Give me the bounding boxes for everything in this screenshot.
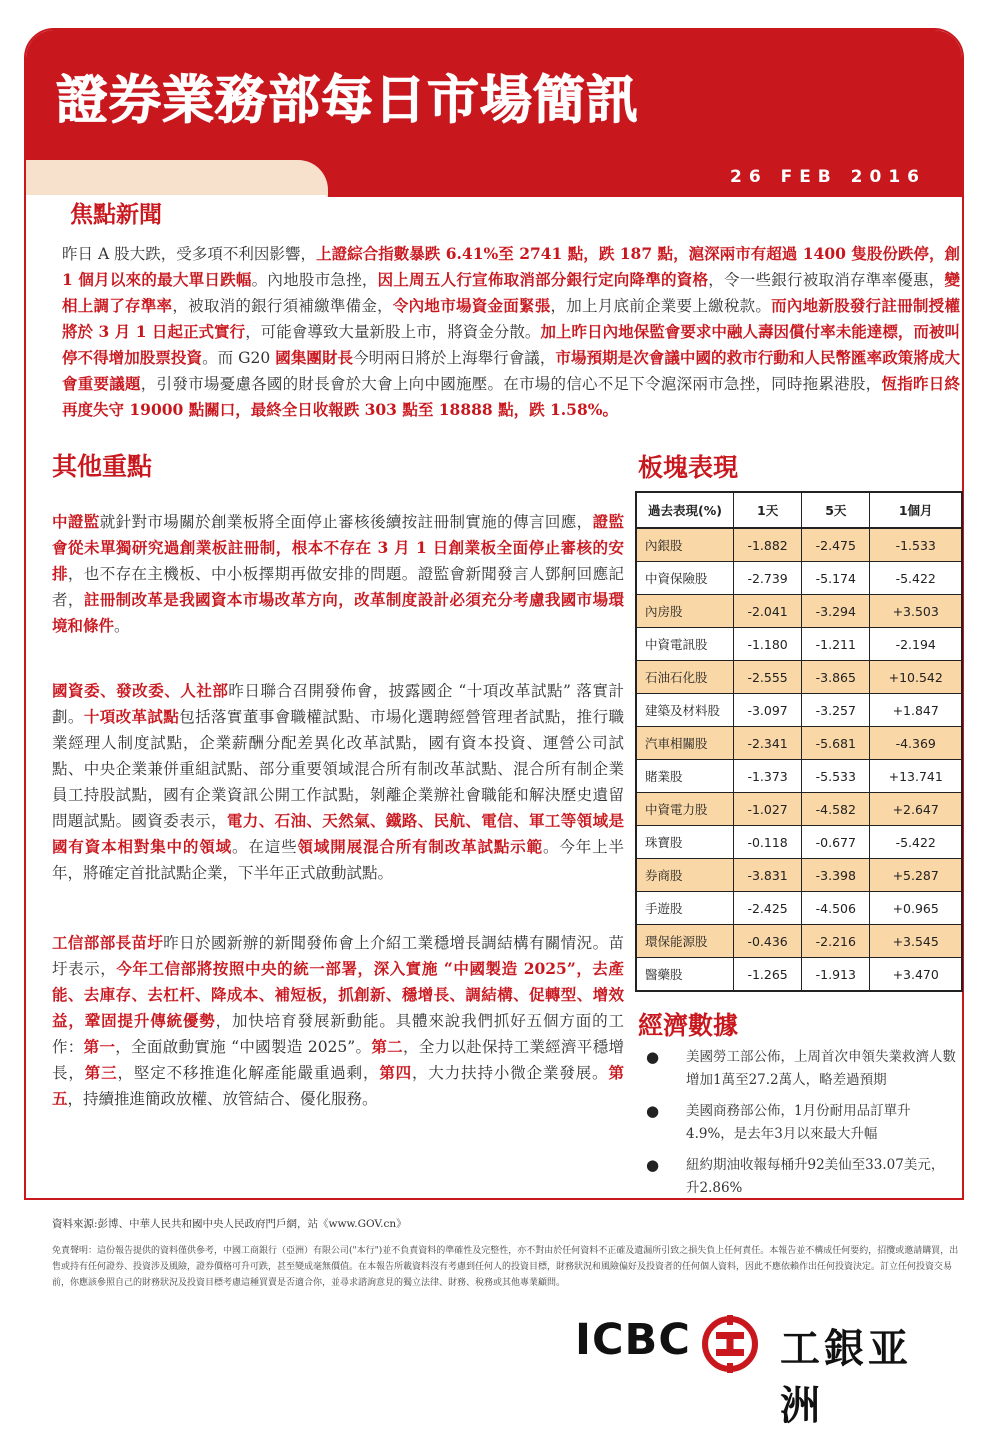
highlighted-text: 令內地市場資金面緊張 <box>392 296 551 315</box>
report-date: 26 FEB 2016 <box>730 167 926 187</box>
logo-chinese: 工銀亚洲 <box>780 1326 912 1429</box>
body-text: ，全力以赴保持工業經濟平穩增長， <box>52 1038 624 1082</box>
sector-name-cell: 中資電力股 <box>636 793 734 826</box>
change-5d-cell: -5.533 <box>802 760 870 793</box>
sector-name-cell: 手遊股 <box>636 892 734 925</box>
change-1m-cell: -5.422 <box>870 562 962 595</box>
disclaimer: 免責聲明：這份報告提供的資料僅供參考，中國工商銀行（亞洲）有限公司("本行")並不負責資料的準確性及完整性，亦不對由於任何資料不正確及遺漏所引致之損失負上任何責任。本報告並不構成任何要約，招攬或邀請購買，出售或持有任何證券、投資涉及風險，證券價格可升可跌，甚至變成毫無價值。在本報告所載資料沒有考慮到任何人的投資目標，財務狀況和風險偏好及投資者的任何個人資料，因此不應依賴作出任何投資決定。訂立任何投資交易前，你應該參照自己的財務狀況及投資目標考慮這種買賣是否適合你，並尋求諮詢意見的獨立法律、財務、稅務或其他專業顧問。 <box>52 1246 959 1288</box>
change-1m-cell: +3.503 <box>870 595 962 628</box>
economic-data-text: 美國商務部公佈，1月份耐用品訂單升4.9%，是去年3月以來最大升幅 <box>686 1103 911 1142</box>
highlighted-text: 加上昨日內地保監會要求中融人壽因償付率未能達標，而被叫停不得增加股票投資 <box>62 322 960 367</box>
table-row <box>636 727 962 760</box>
change-1d-cell: -0.436 <box>734 925 802 958</box>
focus-title: 焦點新聞 <box>70 202 162 228</box>
economic-data-title: 經濟數據 <box>638 1011 739 1040</box>
change-1m-cell: +1.847 <box>870 694 962 727</box>
change-1d-cell: -0.118 <box>734 826 802 859</box>
change-1m-cell: -5.422 <box>870 826 962 859</box>
change-5d-cell: -1.211 <box>802 628 870 661</box>
highlighted-text: 國集團財長 <box>275 348 354 367</box>
body-text: 。內地股市急挫， <box>251 271 378 289</box>
col-header-1d: 1天 <box>734 492 802 528</box>
change-1d-cell: -2.555 <box>734 661 802 694</box>
focus-news-body <box>62 241 960 423</box>
body-text: 昨日於國新辦的新聞發佈會上介紹工業穩增長調結構有關情況。苗圩表示， <box>52 934 624 978</box>
change-5d-cell: -3.865 <box>802 661 870 694</box>
sector-name-cell: 石油石化股 <box>636 661 734 694</box>
section-tab <box>26 160 328 197</box>
col-header-period: 過去表現(%) <box>636 492 734 528</box>
change-1d-cell: -2.041 <box>734 595 802 628</box>
table-row <box>636 892 962 925</box>
change-5d-cell: -2.475 <box>802 528 870 562</box>
economic-data-text: 紐約期油收報每桶升92美仙至33.07美元，升2.86% <box>686 1157 945 1196</box>
change-1d-cell: -2.425 <box>734 892 802 925</box>
body-text: 。在這些 <box>232 838 298 856</box>
body-text: 。今年上半年，將確定首批試點企業，下半年正式啟動試點。 <box>52 838 624 882</box>
change-1m-cell: +3.545 <box>870 925 962 958</box>
soe-reform-paragraph <box>52 678 624 886</box>
body-text: ，堅定不移推進化解產能嚴重過剩， <box>117 1064 380 1082</box>
icbc-logo <box>575 1315 955 1429</box>
body-text: ，可能會導致大量新股上市，將資金分散。 <box>245 323 541 341</box>
highlighted-text: 證監會從未單獨研究過創業板註冊制，根本不存在 3 月 1 日創業板全面停止審核的安排 <box>52 512 624 583</box>
change-5d-cell: -4.506 <box>802 892 870 925</box>
table-row <box>636 925 962 958</box>
body-text: ，也不存在主機板、中小板擇期再做安排的問題。證監會新聞發言人鄧舸回應記者， <box>52 565 624 609</box>
highlighted-text: 國資委、發改委、人社部 <box>52 681 229 700</box>
miit-paragraph <box>52 930 624 1112</box>
body-text: 。而 G20 <box>202 349 276 367</box>
bullet-icon: ● <box>646 1102 660 1120</box>
change-1d-cell: -1.180 <box>734 628 802 661</box>
body-text: 昨日聯合召開發佈會，披露國企 “十項改革試點” 落實計劃。 <box>52 682 624 726</box>
body-text: 昨日 A 股大跌，受多項不利因影響， <box>62 245 317 263</box>
table-row <box>636 826 962 859</box>
highlighted-text: 第三 <box>84 1063 118 1082</box>
change-1m-cell: +2.647 <box>870 793 962 826</box>
change-1m-cell: -1.533 <box>870 528 962 562</box>
sector-name-cell: 內房股 <box>636 595 734 628</box>
highlighted-text: 第五 <box>52 1063 624 1108</box>
body-text: ，全面啟動實施 “中國製造 2025”。 <box>115 1038 372 1056</box>
change-1d-cell: -1.027 <box>734 793 802 826</box>
sector-performance-table <box>635 491 963 992</box>
change-5d-cell: -5.681 <box>802 727 870 760</box>
body-text: ，被取消的銀行須補繳準備金， <box>172 297 393 315</box>
body-text: ，大力扶持小微企業發展。 <box>412 1064 609 1082</box>
table-row <box>636 628 962 661</box>
change-1m-cell: -2.194 <box>870 628 962 661</box>
sector-name-cell: 券商股 <box>636 859 734 892</box>
highlighted-text: 今年工信部將按照中央的統一部署，深入實施 “中國製造 2025”，去產能、去庫存、去杠杆、降成本、補短板，抓創新、穩增長、調結構、促轉型、增效益，鞏固提升傳統優勢 <box>52 959 624 1030</box>
table-row <box>636 760 962 793</box>
body-text: ，引發市場憂慮各國的財長會於大會上向中國施壓。在市場的信心不足下令滬深兩市急挫，同時拖累港股， <box>140 375 882 393</box>
highlighted-text: 變相上調了存準率 <box>62 270 960 315</box>
table-header-row <box>636 492 962 528</box>
change-1d-cell: -1.373 <box>734 760 802 793</box>
col-header-5d: 5天 <box>802 492 870 528</box>
icbc-emblem-icon <box>701 1315 759 1373</box>
sector-name-cell: 內銀股 <box>636 528 734 562</box>
highlighted-text: 第四 <box>379 1063 413 1082</box>
highlighted-text: 而內地新股發行註冊制授權將於 3 月 1 日起正式實行 <box>62 296 960 341</box>
change-1d-cell: -1.882 <box>734 528 802 562</box>
highlighted-text: 註冊制改革是我國資本市場改革方向，改革制度設計必須充分考慮我國市場環境和條件 <box>52 590 624 635</box>
change-1d-cell: -2.341 <box>734 727 802 760</box>
sector-name-cell: 環保能源股 <box>636 925 734 958</box>
table-row <box>636 793 962 826</box>
col-header-1m: 1個月 <box>870 492 962 528</box>
change-5d-cell: -5.174 <box>802 562 870 595</box>
highlighted-text: 恆指昨日終再度失守 19000 點關口，最終全日收報跌 303 點至 18888 點，跌 1.58%。 <box>62 374 960 419</box>
body-text: ，加快培育發展新動能。具體來說我們抓好五個方面的工作： <box>52 1012 624 1056</box>
highlighted-text: 因上周五人行宣佈取消部分銀行定向降準的資格 <box>377 270 709 289</box>
highlighted-text: 第二 <box>371 1037 403 1056</box>
change-1d-cell: -3.831 <box>734 859 802 892</box>
sector-name-cell: 建築及材料股 <box>636 694 734 727</box>
highlighted-text: 領域開展混合所有制改革試點示範 <box>297 837 543 856</box>
body-text: ，令一些銀行被取消存準率優惠， <box>708 271 945 289</box>
table-row <box>636 958 962 992</box>
change-5d-cell: -1.913 <box>802 958 870 992</box>
change-5d-cell: -2.216 <box>802 925 870 958</box>
body-text: 就針對市場關於創業板將全面停止審核後續按註冊制實施的傳言回應， <box>99 513 593 531</box>
change-1d-cell: -1.265 <box>734 958 802 992</box>
highlighted-text: 電力、石油、天然氣、鐵路、民航、電信、軍工等領域是國有資本相對集中的領域 <box>52 811 624 856</box>
change-1m-cell: +0.965 <box>870 892 962 925</box>
change-5d-cell: -3.398 <box>802 859 870 892</box>
table-row <box>636 859 962 892</box>
sector-name-cell: 醫藥股 <box>636 958 734 992</box>
change-1m-cell: +3.470 <box>870 958 962 992</box>
table-row <box>636 595 962 628</box>
change-5d-cell: -4.582 <box>802 793 870 826</box>
body-text: 。 <box>114 617 130 635</box>
change-1m-cell: +10.542 <box>870 661 962 694</box>
list-item <box>646 1100 956 1146</box>
change-1m-cell: -4.369 <box>870 727 962 760</box>
table-row <box>636 528 962 562</box>
economic-data-text: 美國勞工部公佈，上周首次申領失業救濟人數增加1萬至27.2萬人，略差過預期 <box>686 1049 956 1088</box>
economic-data-list <box>646 1046 956 1208</box>
highlighted-text: 中證監 <box>52 512 100 531</box>
change-1m-cell: +5.287 <box>870 859 962 892</box>
list-item <box>646 1046 956 1092</box>
change-1d-cell: -3.097 <box>734 694 802 727</box>
sector-name-cell: 中資電訊股 <box>636 628 734 661</box>
page-title: 證券業務部每日市場簡訊 <box>56 71 640 131</box>
bullet-icon: ● <box>646 1048 660 1066</box>
list-item <box>646 1154 956 1200</box>
highlighted-text: 工信部部長苗圩 <box>52 933 164 952</box>
change-1d-cell: -2.739 <box>734 562 802 595</box>
csrc-paragraph <box>52 509 624 639</box>
highlighted-text: 十項改革試點 <box>83 707 180 726</box>
table-row <box>636 661 962 694</box>
highlighted-text: 第一 <box>83 1037 116 1056</box>
body-text: ，持續推進簡政放權、放管結合、優化服務。 <box>67 1090 378 1108</box>
highlighted-text: 市場預期是次會議中國的救市行動和人民幣匯率政策將成大會重要議題 <box>62 348 960 393</box>
sector-name-cell: 珠寶股 <box>636 826 734 859</box>
sector-name-cell: 中資保險股 <box>636 562 734 595</box>
body-text: ，加上月底前企業要上繳稅款。 <box>550 297 772 315</box>
change-5d-cell: -0.677 <box>802 826 870 859</box>
change-5d-cell: -3.257 <box>802 694 870 727</box>
bullet-icon: ● <box>646 1156 660 1174</box>
sector-name-cell: 賭業股 <box>636 760 734 793</box>
other-highlights-title: 其他重點 <box>52 452 153 481</box>
table-row <box>636 562 962 595</box>
change-1m-cell: +13.741 <box>870 760 962 793</box>
change-5d-cell: -3.294 <box>802 595 870 628</box>
sector-name-cell: 汽車相關股 <box>636 727 734 760</box>
body-text: 包括落實董事會職權試點、市場化選聘經營管理者試點，推行職業經理人制度試點，企業薪酬分配差異化改革試點，國有資本投資、運營公司試點、中央企業兼併重組試點、部分重要領域混合所有制改革試點、混合所有制企業員工持股試點，國有企業資訊公開工作試點，剝離企業辦社會職能和解決歷史遺留問題試點。國資委表示， <box>52 708 624 830</box>
logo-english: ICBC <box>575 1315 691 1365</box>
sector-performance-title: 板塊表現 <box>638 453 739 482</box>
body-text: 今明兩日將於上海舉行會議， <box>353 349 556 367</box>
highlighted-text: 上證綜合指數暴跌 6.41%至 2741 點，跌 187 點，滬深兩市有超過 1400 隻股份跌停，創 1 個月以來的最大單日跌幅 <box>62 244 960 289</box>
data-source: 資料來源:彭博、中華人民共和國中央人民政府門戶網，站《www.GOV.cn》 <box>52 1218 407 1230</box>
table-row <box>636 694 962 727</box>
